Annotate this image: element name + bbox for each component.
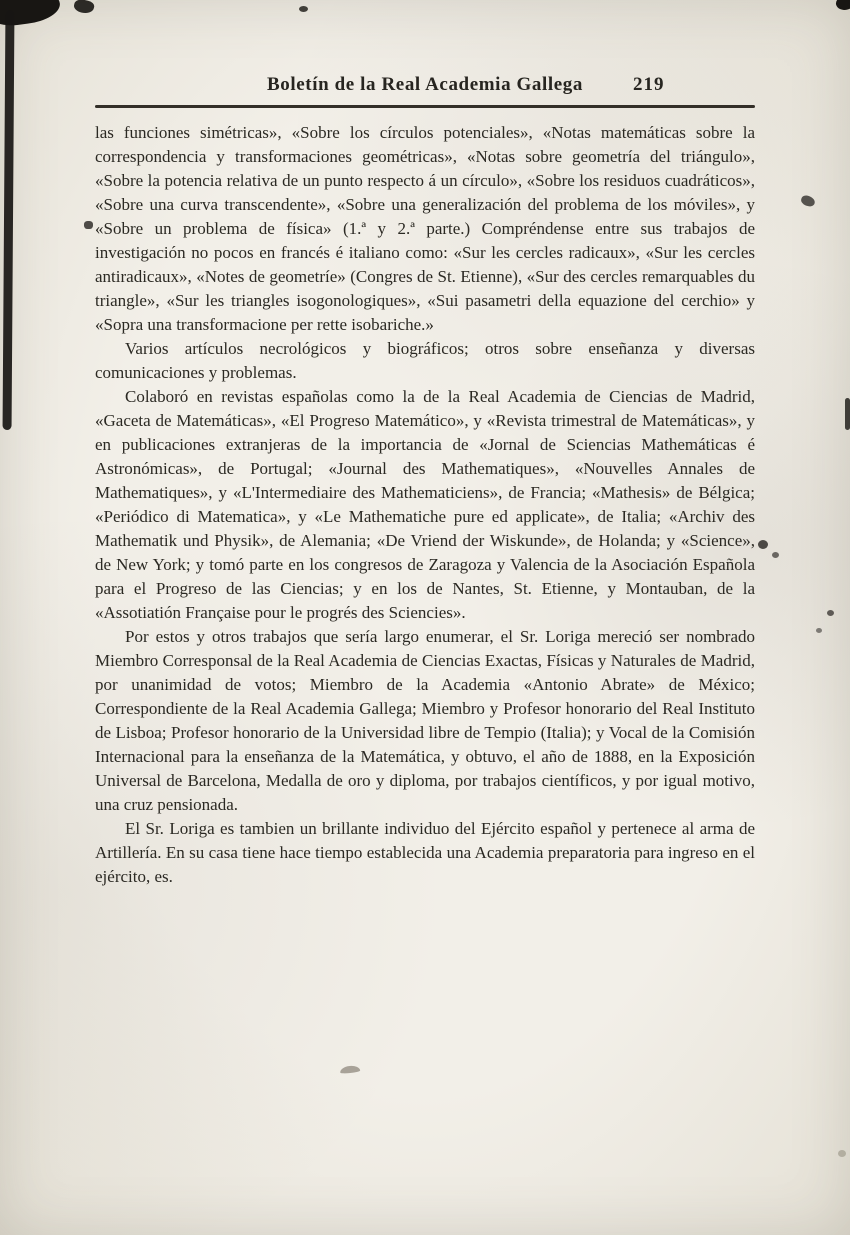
scan-edge-bar-left xyxy=(3,10,15,430)
journal-title: Boletín de la Real Academia Gallega xyxy=(266,74,583,95)
page-header xyxy=(95,74,755,100)
margin-mark xyxy=(84,221,93,229)
scan-smudge-right-3 xyxy=(772,552,779,558)
page-body xyxy=(95,121,755,889)
scan-speck-top xyxy=(299,6,308,12)
ink-blot-top-right xyxy=(834,0,850,12)
scan-smudge-right-2 xyxy=(758,540,768,549)
scan-edge-sliver-right xyxy=(845,398,850,430)
paragraph: El Sr. Loriga es tambien un brillante individuo del Ejército español y pertenece al arma de Artillería. En su casa tiene hace tiempo establecida una Academia preparatoria para ingreso en el ejército, es. xyxy=(95,818,755,886)
page-number: 219 xyxy=(633,74,665,95)
paragraph-continuation: las funciones simétricas», «Sobre los círculos potenciales», «Notas matemáticas sobre la correspondencia y transformaciones geométricas», «Notas sobre geometría del triángulo», «Sobre la potencia relativa de un punto respecto á un círculo», «Sobre los residuos cuadráticos», «Sobre una curva transcendente», «Sobre una generalización del problema de los móviles», y «Sobre un problema de física» (1.ª y 2.ª parte.) Compréndense entre sus trabajos de investigación no pocos en francés é italiano como: «Sur les cercles radicaux», «Sur les cercles antiradicaux», «Notes de geometríe» (Congres de St. Etienne), «Sur des cercles remarquables du triangle», «Sur les triangles isogonologiques», «Sui pasametri della equazione del cerchio» y «Sopra una transformacione per rette isobariche.» xyxy=(95,122,755,334)
scan-speck-right-2 xyxy=(816,628,822,633)
scan-speck-bottom-right xyxy=(838,1150,846,1157)
scan-smudge-bottom xyxy=(340,1065,361,1074)
scan-smudge-right-1 xyxy=(800,194,817,208)
scan-speck-right-1 xyxy=(827,610,834,616)
paragraph: Colaboró en revistas españolas como la de la Real Academia de Ciencias de Madrid, «Gaceta de Matemáticas», «El Progreso Matemático», y «Revista trimestral de Matemáticas», y en publicaciones extranjeras de la importancia de «Jornal de Sciencias Mathemáticas é Astronómicas», de Portugal; «Journal des Mathematiques», «Nouvelles Annales de Mathematiques», y «L'Intermediaire des Mathematiciens», de Francia; «Mathesis» de Bélgica; «Periódico di Matematica», y «Le Mathematiche pure ed applicate», de Italia; «Archiv des Mathematik und Physik», de Alemania; «De Vriend der Wiskunde», de Holanda; y «Science», de New York; y tomó parte en los congresos de Zaragoza y Valencia de la Asociación Española para el Progreso de las Ciencias; y en los de Nantes, St. Etienne, y Montauban, de la «Assotiatión Française pour le progrés des Sciencies». xyxy=(95,386,755,622)
paragraph: Por estos y otros trabajos que sería largo enumerar, el Sr. Loriga mereció ser nombrado Miembro Corresponsal de la Real Academia de Ciencias Exactas, Físicas y Naturales de Madrid, por unanimidad de votos; Miembro de la Academia «Antonio Abrate» de México; Correspondiente de la Real Academia Gallega; Miembro y Profesor honorario del Real Instituto de Lisboa; Profesor honorario de la Universidad libre de Tempio (Italia); y Vocal de la Comisión Internacional para la enseñanza de la Matemática, y obtuvo, el año de 1888, en la Exposición Universal de Barcelona, Medalla de oro y diploma, por trabajos científicos, y por igual motivo, una cruz pensionada. xyxy=(95,626,755,814)
header-rule xyxy=(95,105,755,108)
ink-chip-top-left xyxy=(73,0,95,15)
paragraph: Varios artículos necrológicos y biográficos; otros sobre enseñanza y diversas comunicaciones y problemas. xyxy=(95,338,755,382)
